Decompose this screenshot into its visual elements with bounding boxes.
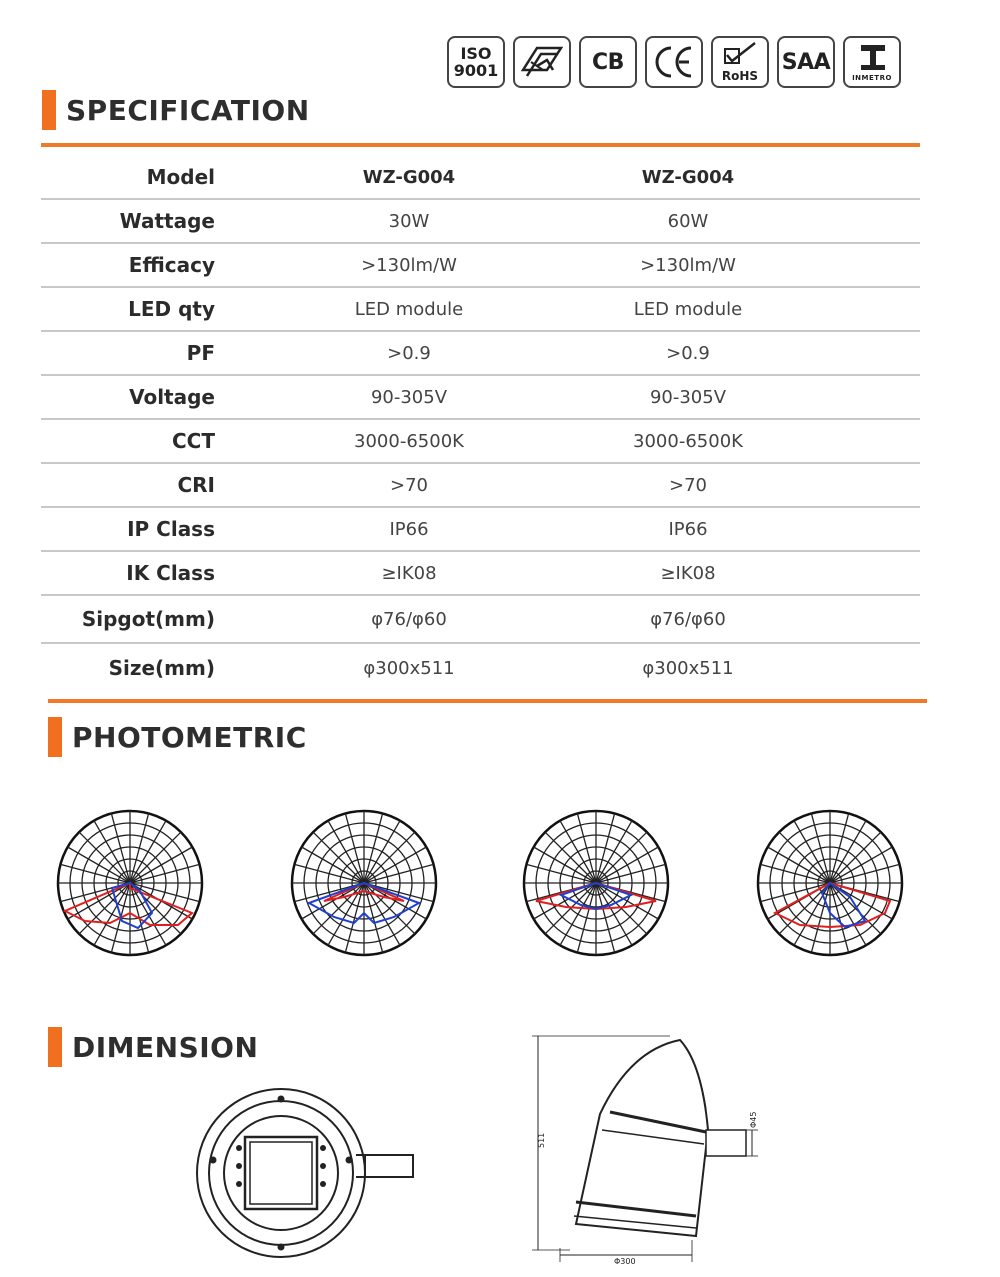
ce-mark-icon (651, 42, 697, 82)
spec-row (41, 420, 920, 464)
dimension-title: DIMENSION (72, 1030, 259, 1064)
ce-badge (645, 36, 703, 88)
spec-row (41, 288, 920, 332)
spec-row (41, 244, 920, 288)
spec-label: CCT (172, 429, 215, 453)
inmetro-logo-icon (858, 42, 888, 72)
spec-value: IP66 (668, 518, 708, 540)
emc-badge (513, 36, 571, 88)
polar-diagram-2 (286, 805, 442, 961)
saa-label: SAA (781, 49, 831, 75)
spec-value: >70 (390, 474, 428, 496)
spec-value: 90-305V (649, 386, 727, 408)
spec-value: ≥IK08 (660, 562, 716, 584)
photometric-title: PHOTOMETRIC (72, 720, 307, 754)
iso-label: ISO (460, 44, 492, 63)
spec-label: IK Class (126, 561, 215, 585)
spec-label: Wattage (119, 209, 215, 233)
spec-label: CRI (177, 473, 215, 497)
spec-row (41, 376, 920, 420)
inmetro-badge (843, 36, 901, 88)
spec-value: WZ-G004 (641, 166, 735, 188)
spec-label: Sipgot(mm) (81, 607, 215, 631)
rohs-badge (711, 36, 769, 88)
spec-value: 60W (667, 210, 709, 232)
spec-label: LED qty (128, 297, 215, 321)
specification-heading (42, 90, 310, 130)
spec-label: Model (146, 165, 215, 189)
section-accent-bar (42, 90, 56, 130)
spec-value: φ300x511 (363, 657, 455, 679)
spec-row (41, 644, 920, 692)
iso-9001-badge (447, 36, 505, 88)
cb-label: CB (592, 49, 624, 75)
emc-logo-icon (517, 40, 567, 84)
spec-label: IP Class (127, 517, 215, 541)
spec-value: LED module (354, 298, 464, 320)
specification-table (41, 156, 920, 692)
front-view-drawing (196, 1078, 420, 1273)
spec-value: IP66 (389, 518, 429, 540)
spec-value: 30W (388, 210, 430, 232)
spec-value: WZ-G004 (362, 166, 456, 188)
spec-row (41, 552, 920, 596)
photometric-heading (48, 717, 307, 757)
rohs-check-icon (721, 41, 761, 71)
iso-number: 9001 (453, 61, 499, 80)
specification-title: SPECIFICATION (66, 93, 310, 127)
saa-badge (777, 36, 835, 88)
spec-value: >0.9 (387, 342, 431, 364)
spec-value: 3000-6500K (354, 430, 464, 452)
spec-value: LED module (633, 298, 743, 320)
spec-row (41, 464, 920, 508)
spec-value: >130lm/W (361, 254, 457, 276)
spec-value: φ76/φ60 (650, 608, 726, 630)
rohs-label: RoHS (721, 69, 759, 83)
spec-value: >70 (669, 474, 707, 496)
spec-label: PF (186, 341, 215, 365)
spec-row (41, 156, 920, 200)
inmetro-label: INMETRO (852, 74, 892, 82)
section-accent-bar (48, 717, 62, 757)
cb-badge (579, 36, 637, 88)
height-dimension-label: 511 (537, 1132, 546, 1148)
spec-row (41, 596, 920, 644)
spec-value: φ300x511 (642, 657, 734, 679)
spec-label: Efficacy (128, 253, 215, 277)
spigot-dimension-label: Φ45 (749, 1111, 758, 1128)
spec-value: >0.9 (666, 342, 710, 364)
spec-value: 3000-6500K (633, 430, 743, 452)
spec-row (41, 200, 920, 244)
spec-row (41, 332, 920, 376)
section-accent-bar (48, 1027, 62, 1067)
spec-value: ≥IK08 (381, 562, 437, 584)
specification-bottom-rule (48, 699, 927, 703)
diameter-dimension-label: Φ300 (614, 1257, 636, 1266)
specification-top-rule (41, 143, 920, 147)
polar-diagram-1 (52, 805, 208, 961)
dimension-heading (48, 1027, 258, 1067)
spec-label: Size(mm) (108, 656, 215, 680)
certification-badges (447, 36, 901, 88)
spec-value: φ76/φ60 (371, 608, 447, 630)
side-view-drawing (530, 1030, 770, 1275)
spec-row (41, 508, 920, 552)
spec-value: >130lm/W (640, 254, 736, 276)
polar-diagram-3 (518, 805, 674, 961)
spec-value: 90-305V (370, 386, 448, 408)
spec-label: Voltage (129, 385, 215, 409)
polar-diagram-4 (752, 805, 908, 961)
